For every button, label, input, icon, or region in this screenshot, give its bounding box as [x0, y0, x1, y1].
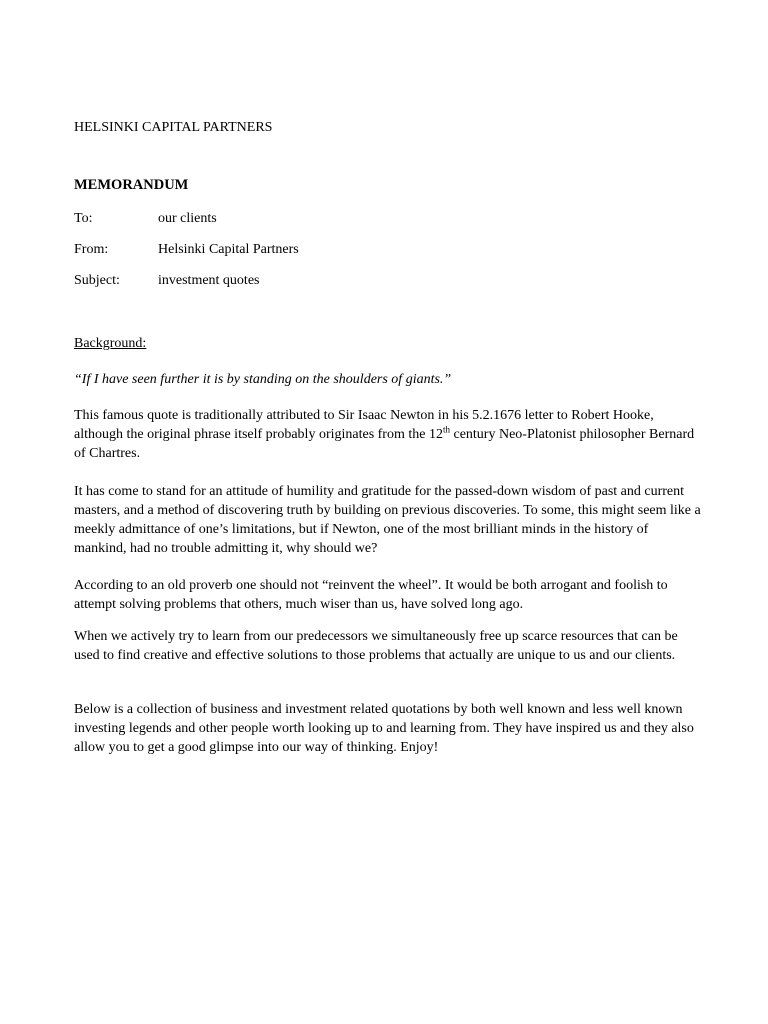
paragraph-newton-attribution [74, 406, 704, 463]
newton-quote: “If I have seen further it is by standing on the shoulders of giants.” [74, 372, 452, 387]
company-name: HELSINKI CAPITAL PARTNERS [74, 120, 273, 135]
paragraph-newton-attribution-text-1: This famous quote is traditionally attributed to Sir Isaac Newton in his 5.2.1676 letter to Robert Hooke, although the original phrase itself probably originates from the 12 [74, 408, 654, 442]
memo-from-label: From: [74, 242, 109, 257]
memo-from-value: Helsinki Capital Partners [158, 242, 299, 257]
memo-to-value: our clients [158, 211, 217, 226]
section-title-background: Background: [74, 336, 147, 351]
paragraph-collection-intro: Below is a collection of business and investment related quotations by both well known and less well known investing legends and other people worth looking up to and learning from. They have inspired us and they also allow you to get a good glimpse into our way of thinking. Enjoy! [74, 702, 694, 755]
memo-to-label: To: [74, 211, 93, 226]
memo-from-row [74, 240, 704, 259]
memo-to-row [74, 209, 704, 228]
memo-subject-row [74, 271, 704, 290]
memo-subject-label: Subject: [74, 273, 120, 288]
paragraph-reinvent-wheel: According to an old proverb one should not “reinvent the wheel”. It would be both arrogant and foolish to attempt solving problems that others, much wiser than us, have solved long ago. [74, 578, 668, 612]
paragraph-predecessors: When we actively try to learn from our predecessors we simultaneously free up scarce resources that can be used to find creative and effective solutions to those problems that actually are unique to us and our clients. [74, 629, 678, 663]
memo-heading: MEMORANDUM [74, 177, 189, 193]
memo-subject-value: investment quotes [158, 273, 260, 288]
paragraph-newton-attribution-text-2: century Neo-Platonist philosopher Bernard of Chartres. [74, 427, 695, 461]
paragraph-humility: It has come to stand for an attitude of humility and gratitude for the passed-down wisdom of past and current masters, and a method of discovering truth by building on previous discoveries. To some, this might seem like a meekly admittance of one’s limitations, but if Newton, one of the most brilliant minds in the history of mankind, had no trouble admitting it, why should we? [74, 484, 701, 556]
ordinal-superscript: th [442, 424, 450, 435]
